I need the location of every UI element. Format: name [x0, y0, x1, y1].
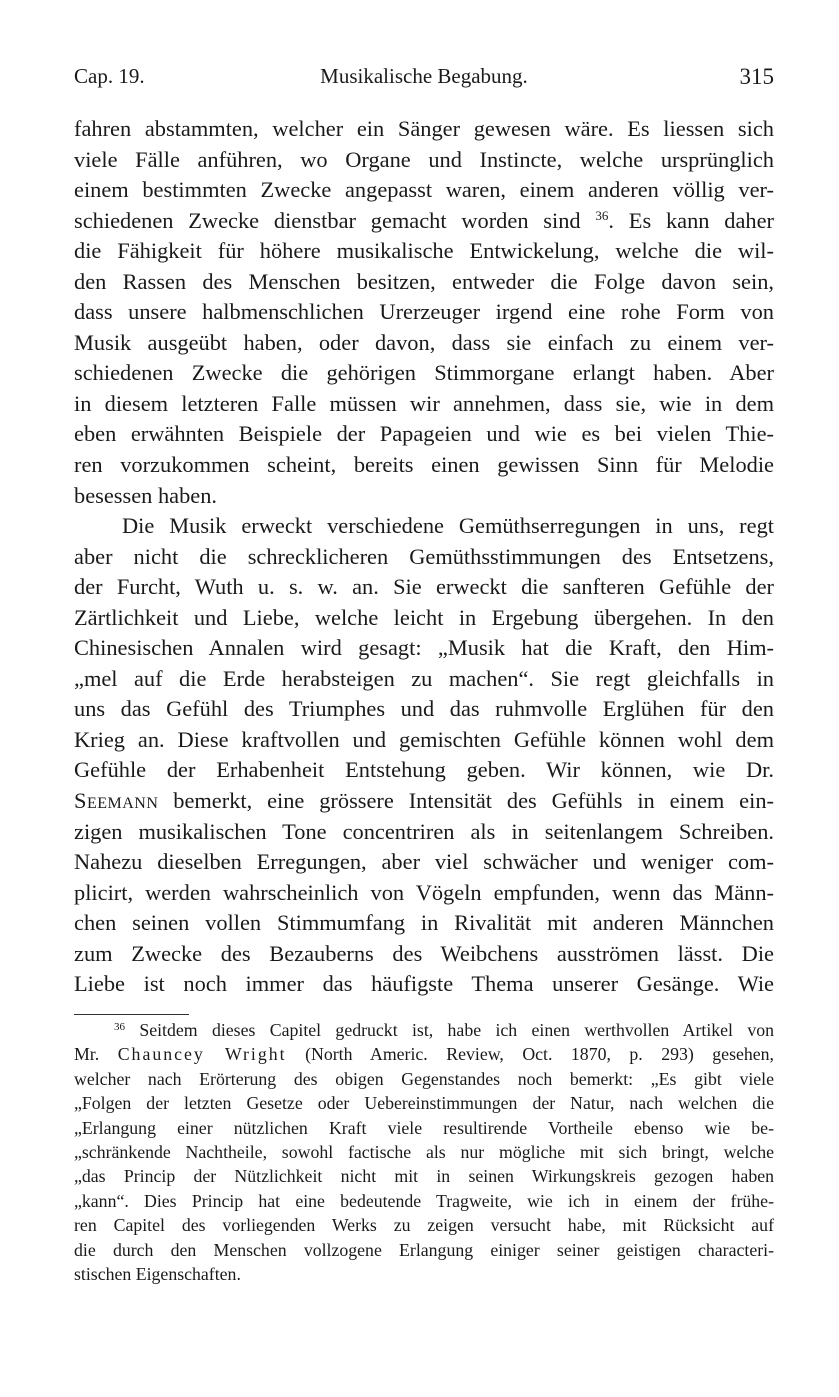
text-line: Musik ausgeübt haben, oder davon, dass sie einfach zu einem ver-: [74, 329, 774, 355]
text-line: die Fähigkeit für höhere musikalische Entwickelung, welche die wil-: [74, 238, 774, 264]
main-text: [74, 114, 774, 1000]
text-line: zigen musikalischen Tone concentriren als in seitenlangem Schreiben.: [74, 818, 774, 844]
text-line: fahren abstammten, welcher ein Sänger gewesen wäre. Es liessen sich: [74, 116, 774, 141]
text-line: den Rassen des Menschen besitzen, entweder die Folge davon sein,: [74, 268, 774, 294]
text-line: Die Musik erweckt verschiedene Gemüthserregungen in uns, regt: [122, 513, 774, 539]
text-line: eben erwähnten Beispiele der Papageien und wie es bei vielen Thie-: [74, 421, 774, 447]
text-line: uns das Gefühl des Triumphes und das ruhmvolle Erglühen für den: [74, 696, 774, 722]
footnote-line: ren Capitel des vorliegenden Werks zu zeigen versucht habe, mit Rücksicht auf: [74, 1215, 774, 1236]
footnote-line: [74, 1042, 774, 1066]
text-line: besessen haben.: [74, 482, 218, 508]
running-title: Musikalische Begabung.: [320, 64, 528, 88]
page-number: 315: [739, 64, 774, 89]
text-line: zum Zwecke des Bezauberns des Weibchens ausströmen lässt. Die: [74, 940, 774, 966]
paragraph-1: [74, 114, 774, 511]
text-line: [74, 206, 774, 237]
running-header: [74, 64, 774, 98]
text-line: Zärtlichkeit und Liebe, welche leicht in Ergebung übergehen. In den: [74, 604, 774, 630]
text-line: dass unsere halbmenschlichen Urerzeuger irgend eine rohe Form von: [74, 299, 774, 325]
footnote-line: „das Princip der Nützlichkeit nicht mit in seinen Wirkungskreis gezogen haben: [74, 1166, 774, 1187]
author-name: Chauncey Wright: [117, 1044, 287, 1065]
footnote-line: „Folgen der letzten Gesetze oder Uebereinstimmungen der Natur, nach welchen die: [74, 1093, 774, 1114]
text-line: aber nicht die schrecklicheren Gemüthsstimmungen des Entsetzens,: [74, 543, 774, 569]
text-line: einem bestimmten Zwecke angepasst waren, einem anderen völlig ver-: [74, 177, 774, 203]
text-line: Nahezu dieselben Erregungen, aber viel schwächer und weniger com-: [74, 849, 774, 875]
text-line: in diesem letzteren Falle müssen wir annehmen, dass sie, wie in dem: [74, 390, 774, 416]
text-fragment: (North Americ. Review, Oct. 1870, p. 293) gesehen,: [286, 1044, 774, 1065]
footnote-line: „Erlangung einer nützlichen Kraft viele resultirende Vortheile ebenso wie be-: [74, 1117, 774, 1138]
footnote: [74, 1018, 774, 1286]
text-line: der Furcht, Wuth u. s. w. an. Sie erweckt die sanfteren Gefühle der: [74, 574, 774, 600]
footnote-reference: 36: [595, 207, 609, 223]
footnote-divider: [74, 1014, 189, 1015]
text-fragment: schiedenen Zwecke dienstbar gemacht worden sind: [74, 207, 581, 233]
text-line: viele Fälle anführen, wo Organe und Instincte, welche ursprünglich: [74, 146, 774, 172]
author-name: Seemann: [74, 788, 159, 814]
text-line: Chinesischen Annalen wird gesagt: „Musik hat die Kraft, den Him-: [74, 635, 774, 661]
footnote-line: welcher nach Erörterung des obigen Gegenstandes noch bemerkt: „Es gibt viele: [74, 1068, 774, 1089]
chapter-label: Cap. 19.: [74, 64, 145, 88]
text-line: ren vorzukommen scheint, bereits einen gewissen Sinn für Melodie: [74, 452, 774, 478]
text-fragment: . Es kann daher: [608, 207, 775, 233]
footnote-line: „schränkende Nachtheile, sowohl factische als nur mögliche mit sich bringt, welche: [74, 1141, 774, 1162]
text-fragment: Mr.: [74, 1044, 118, 1065]
footnote-number: 36: [114, 1021, 125, 1033]
text-line: chen seinen vollen Stimmumfang in Rivalität mit anderen Männchen: [74, 910, 774, 936]
paragraph-2: [74, 511, 774, 1000]
text-line: „mel auf die Erde herabsteigen zu machen“. Sie regt gleichfalls in: [74, 665, 774, 691]
text-fragment: Seitdem dieses Capitel gedruckt ist, habe ich einen werthvollen Artikel von: [125, 1020, 774, 1040]
footnote-line: stischen Eigenschaften.: [74, 1263, 241, 1284]
footnote-line: „kann“. Dies Princip hat eine bedeutende Tragweite, wie ich in einem der frühe-: [74, 1190, 774, 1211]
footnote-line: [74, 1018, 774, 1042]
footnote-line: die durch den Menschen vollzogene Erlangung einiger seiner geistigen characteri-: [74, 1239, 774, 1260]
text-line: schiedenen Zwecke die gehörigen Stimmorgane erlangt haben. Aber: [74, 360, 774, 386]
text-line: Liebe ist noch immer das häufigste Thema unserer Gesänge. Wie: [74, 971, 774, 997]
text-line: plicirt, werden wahrscheinlich von Vögeln empfunden, wenn das Männ-: [74, 879, 774, 905]
text-line: [74, 786, 774, 817]
text-fragment: bemerkt, eine grössere Intensität des Gefühls in einem ein-: [158, 788, 774, 814]
text-line: Gefühle der Erhabenheit Entstehung geben. Wir können, wie Dr.: [74, 757, 774, 783]
text-line: Krieg an. Diese kraftvollen und gemischten Gefühle können wohl dem: [74, 726, 774, 752]
